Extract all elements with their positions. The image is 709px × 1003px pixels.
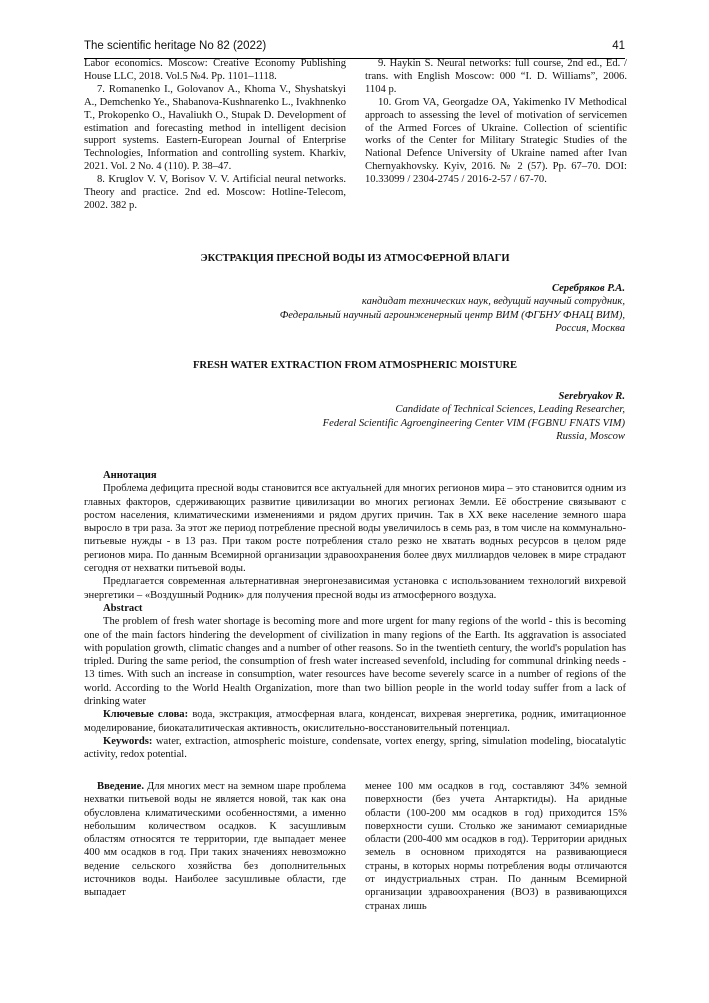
author-position-ru: кандидат технических наук, ведущий научный сотрудник, (361, 296, 625, 308)
abstract-ru-paragraph: Предлагается современная альтернативная энергонезависимая установка с использованием технологий вихревой энергетики – «Воздушный Родник» для получения пресной воды из атмосферного воздуха. (84, 576, 626, 601)
keywords-ru (84, 708, 626, 735)
author-name-en: Serebryakov R. (558, 391, 625, 402)
body-right-column (365, 780, 627, 913)
author-affiliation-en: Federal Scientific Agroengineering Center VIM (FGBNU FNATS VIM) (322, 417, 625, 429)
author-location-ru: Россия, Москва (555, 323, 625, 335)
keywords-ru-label: Ключевые слова: (103, 709, 189, 721)
reference-item: 7. Romanenko I., Golovanov A., Khoma V., Shyshatskyi A., Demchenko Ye., Shabanova-Kushnarenko L., Ivakhnenko T., Prokopenko O., Havaliukh O., Stupak D. Development of estimation and forecasting method in intelligent decision support systems. Eastern-European Journal of Enterprise Technologies, Information and controlling system. Kharkiv, 2021. Vol. 2 No. 4 (110). P. 38–47. (84, 83, 346, 173)
page-number: 41 (612, 40, 625, 52)
reference-item: 8. Kruglov V. V, Borisov V. V. Artificial neural networks. Theory and practice. 2nd ed. Moscow: Hotline-Telecom, 2002. 382 p. (84, 174, 346, 211)
keywords-en-text: water, extraction, atmospheric moisture, condensate, vortex energy, spring, simulation modeling, biocatalytic activity, redox potential. (84, 735, 626, 761)
author-name-ru: Серебряков Р.А. (551, 283, 625, 294)
author-position-en: Candidate of Technical Sciences, Leading Researcher, (395, 404, 625, 416)
reference-item: Labor economics. Moscow: Creative Economy Publishing House LLC, 2018. Vol.5 №4. Pp. 1101–1118. (84, 58, 346, 82)
page-header (84, 38, 625, 59)
intro-label: Введение. (97, 781, 144, 792)
abstract-en-heading: Abstract (103, 602, 143, 614)
intro-paragraph (84, 780, 346, 900)
abstracts-section (84, 469, 626, 762)
author-location-en: Russia, Moscow (556, 431, 625, 443)
body-paragraph: менее 100 мм осадков в год, составляют 34% земной поверхности (без учета Антарктиды). На аридные области (100-200 мм осадков в год) приходится 15% поверхности суши. Столько же занимают семиаридные области (200-400 мм осадков в год). Территории аридных земель в основном приходятся на развивающиеся страны, в которых нормы потребления воды отличаются от индустриальных стран. По данным Всемирной организации здравоохранения (ВОЗ) в развивающихся странах лишь (365, 781, 627, 912)
references-left-column (84, 58, 346, 213)
article-title-en: FRESH WATER EXTRACTION FROM ATMOSPHERIC MOISTURE (192, 360, 518, 371)
author-affiliation-ru: Федеральный научный агроинженерный центр ВИМ (ФГБНУ ФНАЦ ВИМ), (279, 309, 625, 321)
abstract-en-paragraph: The problem of fresh water shortage is becoming more and more urgent for many regions of the world - this is becoming one of the main factors hindering the development of civilization in many regions of the Earth. Its aggravation is associated with population growth, climatic changes and a number of other reasons. So in the twentieth century, the world's population has tripled. During the same period, the consumption of fresh water increased sevenfold, including for communal drinking needs - 13 times. With such an increase in consumption, water resources have become severely scarce in a number of regions of the world. According to the World Health Organization, more than two billion people in the world today suffer from a lack of drinking water (84, 616, 626, 708)
intro-text: Для многих мест на земном шаре проблема нехватки питьевой воды не является новой, так как она обусловлена климатическими особенностями, а именно небольшим количеством осадков. К засушливым областям относятся те территории, где выпадает менее 400 мм осадков в год. При таких значениях невозможно ведение сельского хозяйства без дополнительных источников воды. Наиболее засушливые области, где выпадает (84, 781, 346, 899)
journal-title: The scientific heritage No 82 (2022) (84, 40, 267, 52)
keywords-en-label: Keywords: (103, 735, 153, 747)
body-left-column (84, 780, 346, 900)
abstract-ru-paragraph: Проблема дефицита пресной воды становится все актуальней для многих регионов мира – это становится одним из главных факторов, сдерживающих развитие цивилизации во многих регионах Земли. Её обострение связывают с ростом населения, климатическими изменениями и рядом других причин. Так в XX веке население земного шара выросло в три раза. За этот же период потребление пресной воды увеличилось в семь раз, в том числе на коммунально-питьевые нужды - в 13 раз. При таком росте потребления стало резко не хватать водных ресурсов в целом ряде регионов мира. По данным Всемирной организации здравоохранения более двух миллиардов человек в мире страдают сегодня от нехватки питьевой воды. (84, 483, 626, 575)
reference-item: 9. Haykin S. Neural networks: full course, 2nd ed., Ed. / trans. with English Moscow: 000 “I. D. Williams”, 2006. 1104 p. (365, 58, 627, 95)
article-title-ru: ЭКСТРАКЦИЯ ПРЕСНОЙ ВОДЫ ИЗ АТМОСФЕРНОЙ ВЛАГИ (200, 253, 510, 264)
abstract-ru-heading: Аннотация (103, 470, 157, 481)
reference-item: 10. Grom VA, Georgadze OA, Yakimenko IV Methodical approach to assessing the level of motivation of servicemen of the Armed Forces of Ukraine. Collection of scientific works of the Center for Military Strategic Studies of the National Defence University of Ukraine named after Ivan Chernyakhovsky. Kyiv, 2016. № 2 (57). Pp. 67–70. DOI: 10.33099 / 2304-2745 / 2016-2-57 / 67-70. (365, 96, 627, 186)
author-block-ru (280, 282, 625, 336)
author-block-en (323, 390, 625, 444)
keywords-ru-text: вода, экстракция, атмосферная влага, конденсат, вихревая энергетика, родник, имитационное моделирование, биокаталитическая активность, окислительно-восстановительный потенциал. (84, 709, 627, 734)
references-right-column (365, 58, 627, 187)
keywords-en (84, 735, 626, 762)
